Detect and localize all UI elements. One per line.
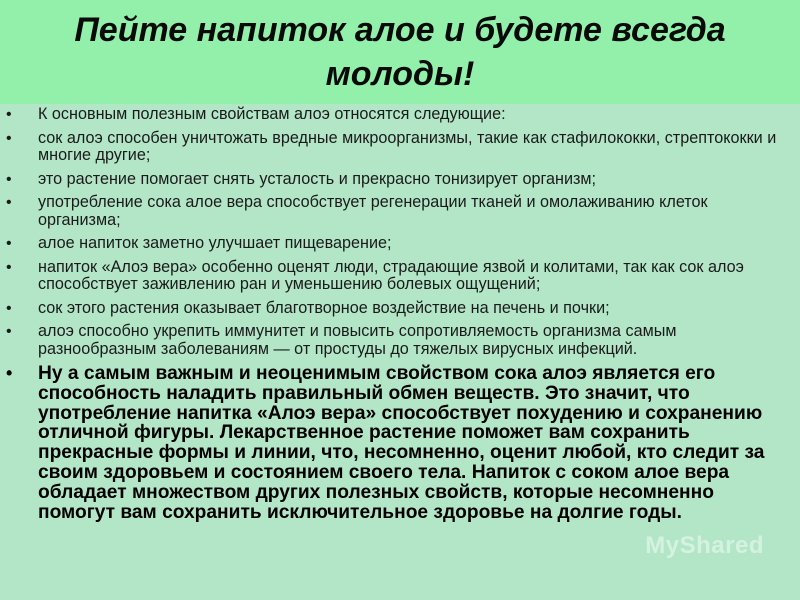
bullet-text: алое напиток заметно улучшает пищеварение; [38, 234, 392, 252]
bullet-dot-icon: • [6, 235, 12, 252]
bullet-text: напиток «Алоэ вера» особенно оценят люди, страдающие язвой и колитами, так как сок алоэ способствует заживлению ран и уменьшению болевых ощущений; [38, 257, 744, 293]
bullet-dot-icon: • [6, 170, 12, 188]
bullet-text: сок этого растения оказывает благотворное воздействие на печень и почки; [38, 298, 610, 317]
bullet-text: сок алоэ способен уничтожать вредные микроорганизмы, такие как стафилококки, стрептококки и многие другие; [38, 128, 777, 164]
bullet-text: алоэ способно укрепить иммунитет и повысить сопротивляемость организма самым разнообразным заболеваниям — от простуды до тяжелых вирусных инфекций. [38, 322, 677, 358]
bullet-text: употребление сока алое вера способствует регенерации тканей и омолаживанию клеток организма; [38, 193, 708, 229]
bullet-item-emphasis [0, 364, 800, 522]
bullet-item [0, 259, 800, 294]
bullet-text: К основным полезным свойствам алоэ относятся следующие: [38, 105, 506, 123]
bullet-dot-icon: • [6, 106, 12, 123]
bullet-item [0, 323, 800, 358]
bullet-dot-icon: • [6, 323, 12, 340]
bullet-item [0, 171, 800, 189]
bullet-item [0, 106, 800, 124]
bullet-dot-icon: • [6, 258, 12, 276]
bullet-list [0, 106, 800, 528]
bullet-dot-icon: • [6, 129, 12, 147]
bullet-dot-icon: • [6, 363, 13, 383]
slide-title: Пейте напиток алое и будете всегда молоды! [74, 11, 726, 93]
bullet-text: это растение помогает снять усталость и прекрасно тонизирует организм; [38, 169, 597, 188]
bullet-item [0, 300, 800, 318]
bullet-text: Ну а самым важным и неоценимым свойством сока алоэ является его способность наладить правильный обмен веществ. Это значит, что употребление напитка «Алоэ вера» способствует похудению и сохранению отличной фигуры. Лекарственное растение поможет вам сохранить прекрасные формы и линии, что, несомненно, оценит любой, кто следит за своим здоровьем и состоянием своего тела. Напиток с соком алое вера обладает множеством других полезных свойств, которые несомненно помогут вам сохранить исключительное здоровье на долгие годы. [38, 363, 765, 523]
watermark: MyShared [645, 532, 764, 559]
bullet-item [0, 130, 800, 165]
bullet-item [0, 235, 800, 253]
bullet-item [0, 194, 800, 229]
title-bar [0, 0, 800, 104]
bullet-dot-icon: • [6, 194, 12, 211]
bullet-dot-icon: • [6, 299, 12, 317]
